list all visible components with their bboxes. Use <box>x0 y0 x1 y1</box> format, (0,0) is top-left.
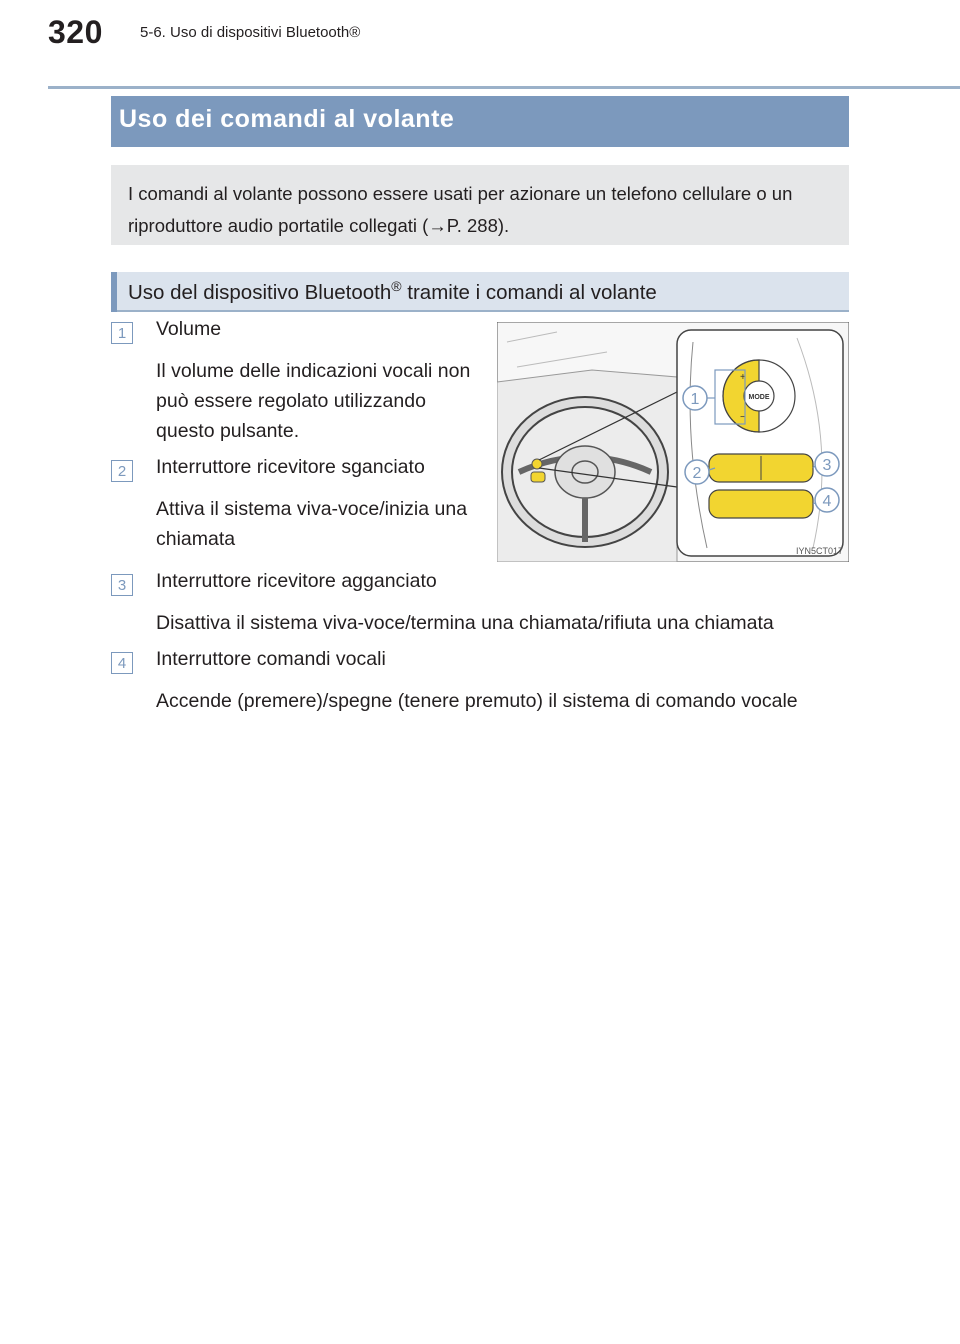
figure-callout-3: 3 <box>822 457 832 474</box>
subsection-title <box>111 272 849 312</box>
item-heading: Volume <box>156 318 222 340</box>
figure-callout-4: 4 <box>822 493 832 510</box>
item-number: 3 <box>111 574 133 596</box>
mode-button-label: MODE <box>748 394 770 401</box>
item-heading: Interruttore comandi vocali <box>156 648 386 670</box>
item-description: Disattiva il sistema viva-voce/termina una chiamata/rifiuta una chiamata <box>156 612 774 634</box>
item-number: 1 <box>111 322 133 344</box>
intro-text: I comandi al volante possono essere usati per azionare un telefono cellulare o un riproduttore audio portatile collegati (→P. 288). <box>111 165 849 245</box>
subsection-title-part1: Uso del dispositivo Bluetooth <box>128 280 392 304</box>
page-header <box>48 14 960 74</box>
header-divider <box>48 86 960 89</box>
figure-callout-2: 2 <box>692 465 702 482</box>
registered-mark: ® <box>391 278 402 294</box>
figure-code: IYN5CT017 <box>795 546 843 556</box>
item-number: 4 <box>111 652 133 674</box>
item-heading: Interruttore ricevitore sganciato <box>156 456 425 478</box>
section-title: Uso dei comandi al volante <box>111 96 849 147</box>
steering-wheel-illustration <box>497 322 849 562</box>
svg-text:−: − <box>740 412 746 423</box>
item-heading: Interruttore ricevitore agganciato <box>156 570 437 592</box>
item-description: Attiva il sistema viva-voce/inizia una chiamata <box>156 498 468 550</box>
section-reference: 5-6. Uso di dispositivi Bluetooth® <box>140 24 361 41</box>
item-description: Accende (premere)/spegne (tenere premuto) il sistema di comando vocale <box>156 690 798 712</box>
control-panel-inset <box>677 330 843 556</box>
subsection-title-part2: tramite i comandi al volante <box>401 280 657 304</box>
svg-text:+: + <box>740 372 746 383</box>
figure-callout-1: 1 <box>690 391 700 408</box>
page-number: 320 <box>48 14 103 50</box>
item-number: 2 <box>111 460 133 482</box>
item-description: Il volume delle indicazioni vocali non può essere regolato utilizzando questo pulsante. <box>156 360 471 442</box>
